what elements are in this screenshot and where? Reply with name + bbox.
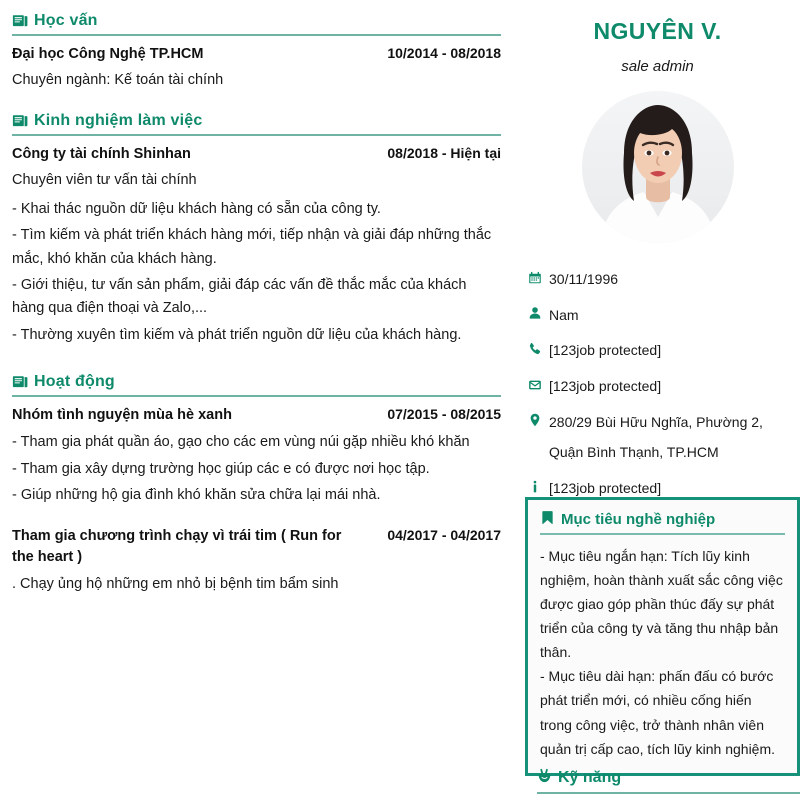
education-title: Học vấn xyxy=(34,12,98,29)
skills-title: Kỹ năng xyxy=(558,769,622,786)
activities-divider xyxy=(12,395,501,397)
objective-header xyxy=(540,510,785,533)
job-role: sale admin xyxy=(621,58,694,75)
activities-title: Hoạt động xyxy=(34,373,115,391)
activities-entry-title: Tham gia chương trình chạy vì trái tim ( Run for the heart ) xyxy=(12,527,342,565)
activities-entry-title: Nhóm tình nguyện mùa hè xanh xyxy=(12,407,232,424)
right-column xyxy=(515,0,800,810)
list-item: - Tham gia xây dựng trường học giúp các e có được nơi học tập. xyxy=(12,460,430,477)
education-entry-subtitle: Chuyên ngành: Kế toán tài chính xyxy=(12,72,224,89)
calendar-icon xyxy=(527,270,542,285)
bookmark-icon xyxy=(540,510,555,529)
list-item: - Giúp những hộ gia đình khó khăn sửa chữa lại mái nhà. xyxy=(12,487,381,504)
avatar-wrapper xyxy=(515,91,800,243)
contact-list xyxy=(515,269,800,500)
address-line-2: Quận Bình Thạnh, TP.HCM xyxy=(549,444,719,461)
section-skills xyxy=(537,768,800,794)
activities-entry-date: 04/2017 - 04/2017 xyxy=(387,526,501,543)
objective-paragraph: - Mục tiêu dài hạn: phấn đấu có bước phát triển mới, có nhiều cống hiến trong công việc, trở thành nhân viên quản trị cấp cao, tích lũy kinh nghiệm. xyxy=(540,668,776,757)
book-icon xyxy=(12,113,28,129)
left-column xyxy=(0,0,515,602)
list-item: . Chạy ủng hộ những em nhỏ bị bệnh tim bẩm sinh xyxy=(12,575,339,592)
spacer xyxy=(12,353,501,373)
phone-icon xyxy=(527,341,542,356)
contact-value: [123job protected] xyxy=(549,480,662,497)
book-icon xyxy=(12,374,28,390)
contact-value: [123job protected] xyxy=(549,378,662,395)
section-activities xyxy=(12,373,501,596)
experience-entry-date: 08/2018 - Hiện tại xyxy=(387,144,501,161)
hand-victory-icon xyxy=(537,768,552,788)
education-entry-top xyxy=(12,44,501,65)
spacer xyxy=(12,512,501,526)
person-icon xyxy=(527,306,542,321)
objective-divider xyxy=(540,533,785,535)
portrait-photo-icon xyxy=(582,91,734,243)
education-entry-title: Đại học Công Nghệ TP.HCM xyxy=(12,46,204,62)
contact-value xyxy=(549,412,790,464)
section-education xyxy=(12,12,501,92)
experience-divider xyxy=(12,134,501,136)
address-line-1: 280/29 Bùi Hữu Nghĩa, Phường 2, xyxy=(549,413,763,430)
experience-title: Kinh nghiệm làm việc xyxy=(34,111,203,129)
objective-title: Mục tiêu nghề nghiệp xyxy=(561,511,716,528)
contact-value: 30/11/1996 xyxy=(549,271,619,287)
list-item: - Giới thiệu, tư vấn sản phẩm, giải đáp các vấn đề thắc mắc của khách hàng qua điện thoại và Zalo,... xyxy=(12,276,467,317)
objective-body xyxy=(540,544,785,761)
activities-entry-top xyxy=(12,405,501,426)
list-item: - Tham gia phát quần áo, gạo cho các em vùng núi gặp nhiều khó khăn xyxy=(12,434,470,451)
contact-row-gender xyxy=(549,305,790,327)
spacer xyxy=(12,98,501,112)
activities-header xyxy=(12,373,501,395)
contact-row-phone[interactable] xyxy=(549,340,790,362)
experience-entry-top xyxy=(12,144,501,165)
activities-entry xyxy=(12,526,501,597)
education-entry xyxy=(12,44,501,92)
education-entry-date: 10/2014 - 08/2018 xyxy=(387,45,501,61)
experience-bullets xyxy=(12,198,501,348)
location-pin-icon xyxy=(527,413,542,428)
contact-value: [123job protected] xyxy=(549,342,662,359)
career-objective-box xyxy=(525,497,800,776)
activities-entry-top xyxy=(12,526,501,568)
activities-entry-date: 07/2015 - 08/2015 xyxy=(387,406,501,423)
experience-entry xyxy=(12,144,501,348)
activities-entry xyxy=(12,405,501,507)
experience-header xyxy=(12,112,501,134)
avatar xyxy=(582,91,734,243)
info-icon xyxy=(527,479,542,494)
activities-bullets xyxy=(12,431,501,507)
contact-value: Nam xyxy=(549,306,579,323)
section-experience xyxy=(12,112,501,348)
contact-row-email[interactable] xyxy=(549,376,790,398)
book-icon xyxy=(12,13,28,29)
experience-entry-title: Công ty tài chính Shinhan xyxy=(12,145,191,162)
education-divider xyxy=(12,34,501,36)
contact-row-birthdate xyxy=(549,269,790,291)
list-item: - Tìm kiếm và phát triển khách hàng mới, tiếp nhận và giải đáp những thắc mắc, khó khăn của khách hàng. xyxy=(12,227,492,267)
education-header xyxy=(12,12,501,34)
list-item: - Thường xuyên tìm kiếm và phát triển nguồn dữ liệu của khách hàng. xyxy=(12,326,462,343)
envelope-icon xyxy=(527,377,542,392)
skills-header xyxy=(537,768,800,792)
skills-divider xyxy=(537,792,800,794)
activities-bullets xyxy=(12,573,501,596)
experience-entry-subtitle: Chuyên viên tư vấn tài chính xyxy=(12,171,197,188)
page-title: NGUYÊN V. xyxy=(593,18,722,44)
objective-paragraph: - Mục tiêu ngắn hạn: Tích lũy kinh nghiệm, hoàn thành xuất sắc công việc được giao góp phần thúc đấy sự phát triển của công ty và tăng thu nhập bản thân. xyxy=(540,548,783,661)
list-item: - Khai thác nguồn dữ liệu khách hàng có sẵn của công ty. xyxy=(12,200,381,217)
contact-row-address xyxy=(549,412,790,464)
